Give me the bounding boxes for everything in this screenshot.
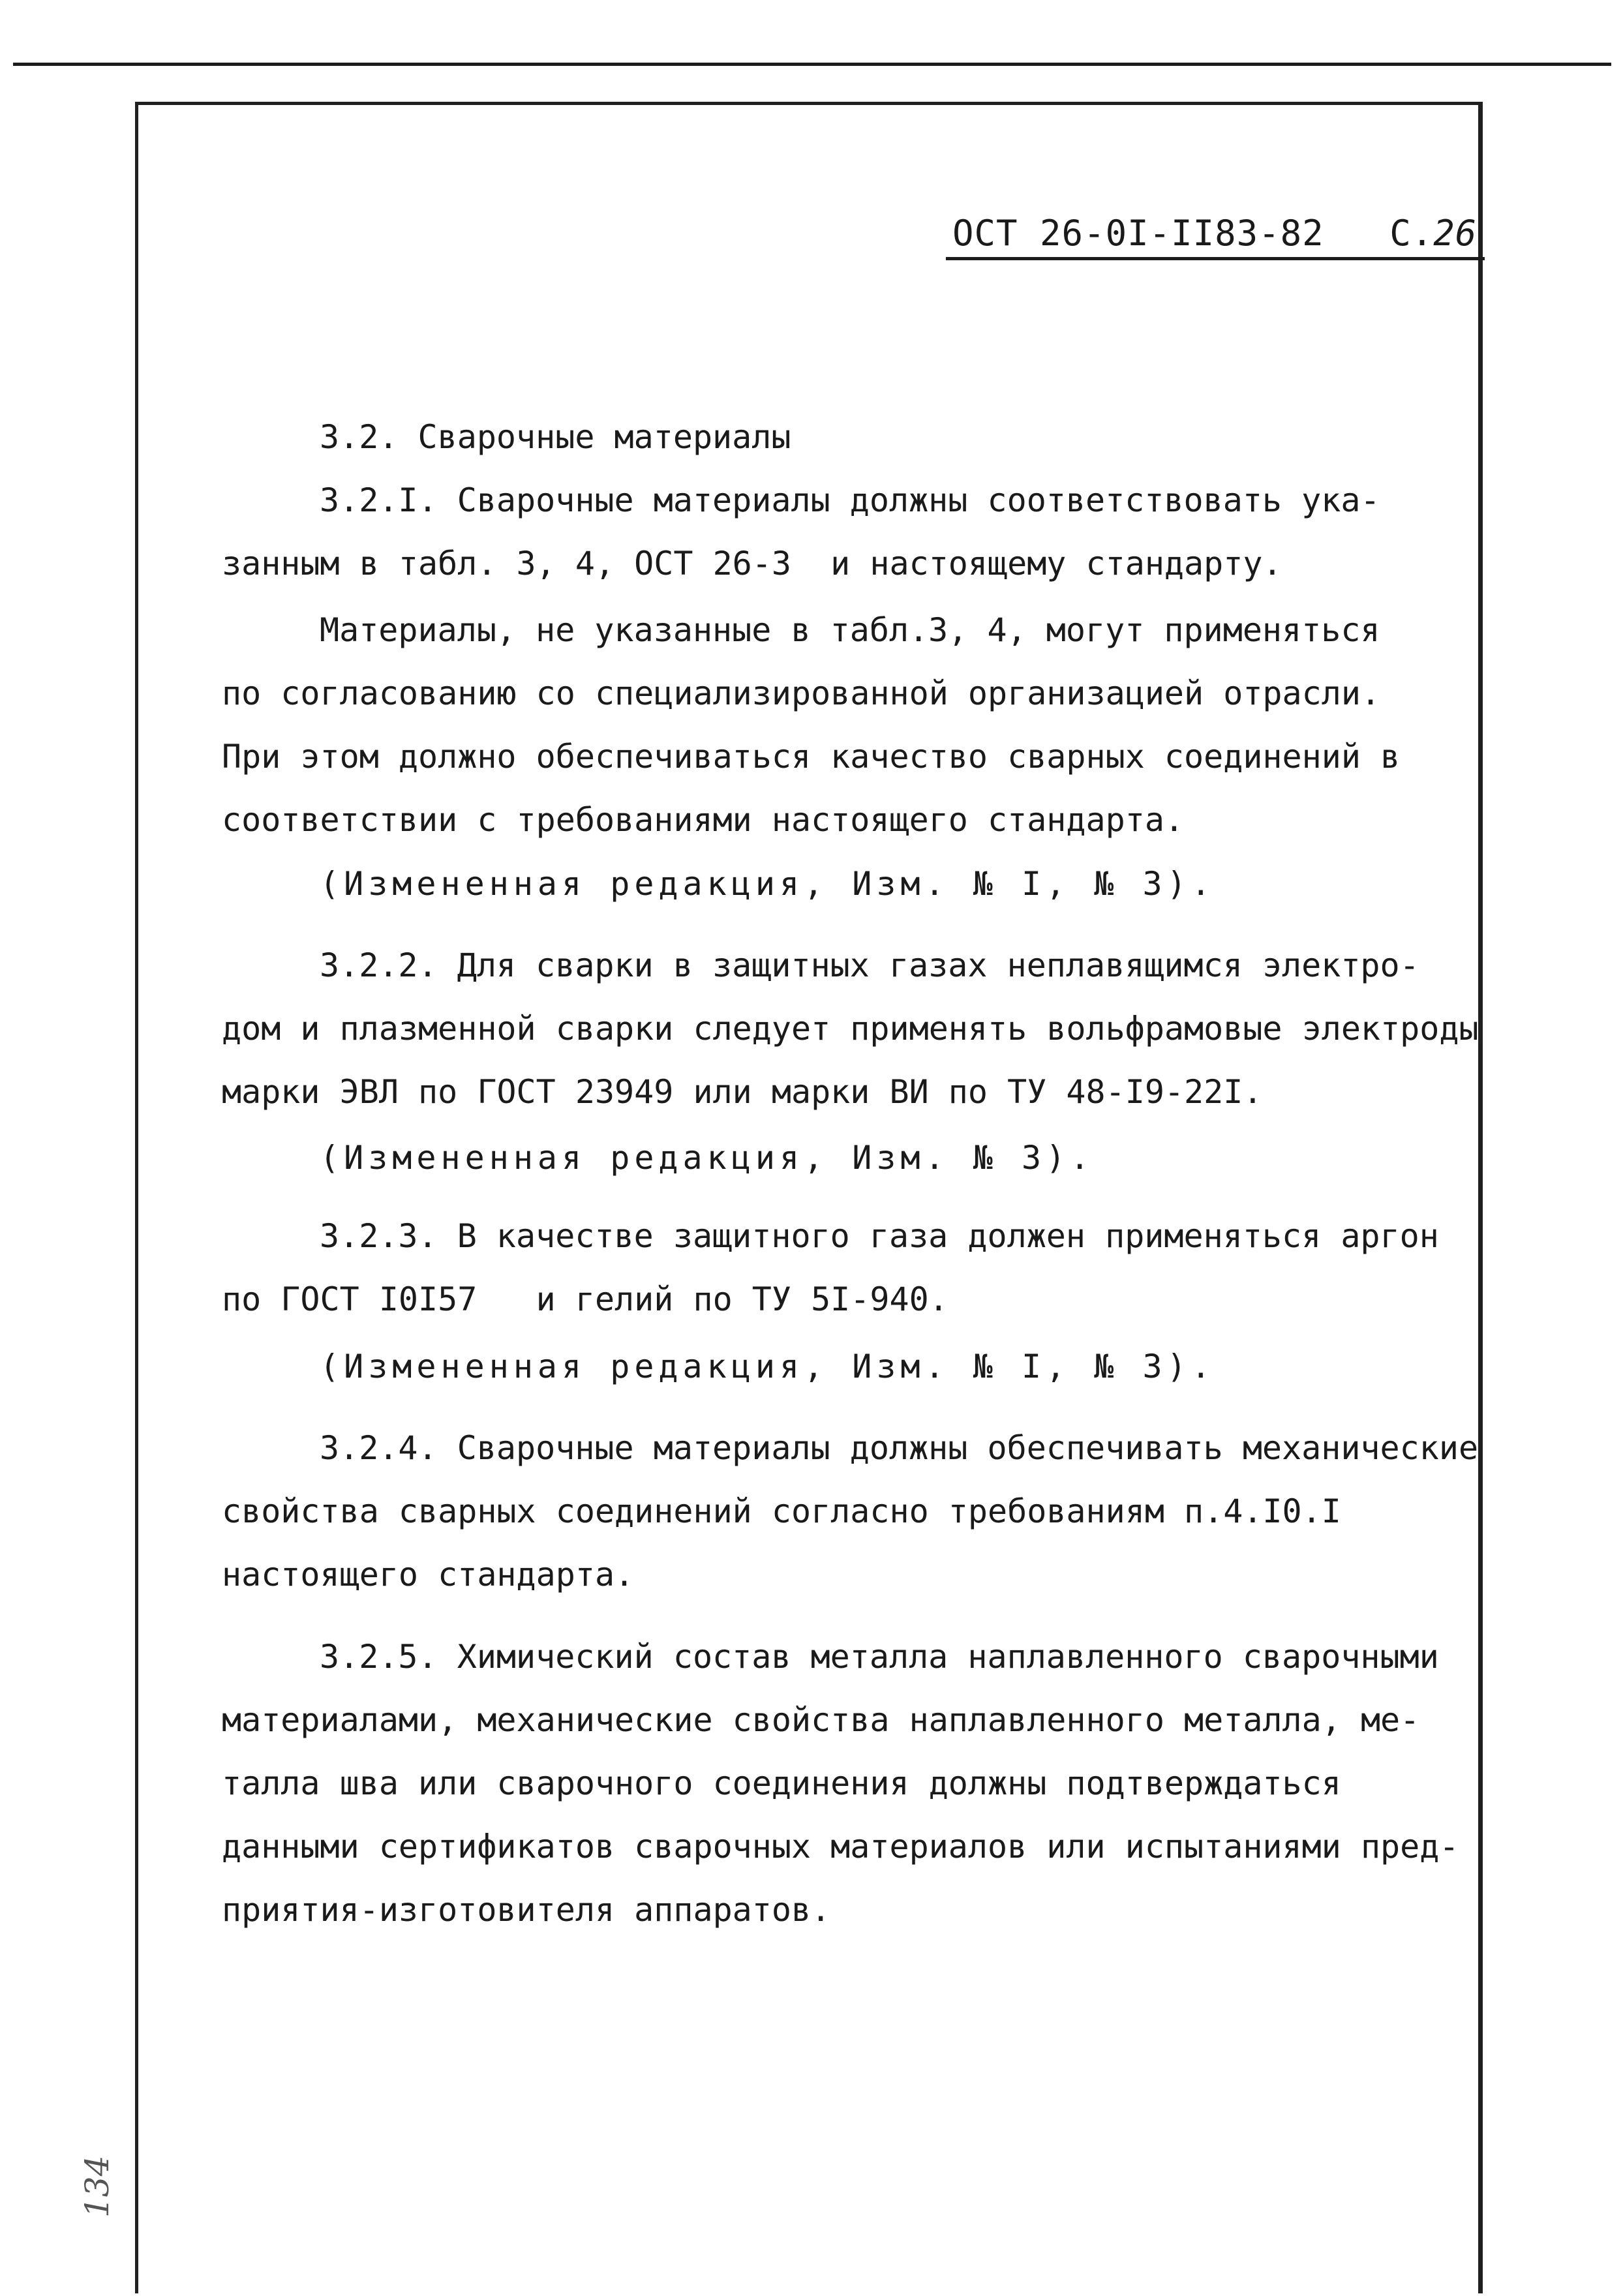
paragraph-line: приятия-изготовителя аппаратов. [222, 1891, 831, 1929]
paragraph-line: марки ЭВЛ по ГОСТ 23949 или марки ВИ по ТУ 48-I9-22I. [222, 1073, 1263, 1111]
document-code: ОСТ 26-0I-II83-82 [952, 213, 1324, 254]
revision-note: (Измененная редакция, Изм. № I, № 3). [320, 865, 1215, 903]
paragraph-line: свойства сварных соединений согласно требованиям п.4.I0.I [222, 1492, 1341, 1530]
paragraph-line: занным в табл. 3, 4, ОСТ 26-3 и настоящему стандарту. [222, 545, 1282, 582]
paragraph-line: данными сертификатов сварочных материалов или испытаниями пред- [222, 1828, 1459, 1865]
paragraph-line: материалами, механические свойства наплавленного металла, ме- [222, 1701, 1420, 1739]
paragraph-line: дом и плазменной сварки следует применять вольфрамовые электроды [222, 1010, 1479, 1048]
paragraph-line: 3.2.I. Сварочные материалы должны соответствовать ука- [320, 481, 1380, 519]
paragraph-line: соответствии с требованиями настоящего стандарта. [222, 801, 1185, 839]
paragraph-line: настоящего стандарта. [222, 1556, 635, 1594]
revision-note: (Измененная редакция, Изм. № 3). [320, 1139, 1095, 1177]
paragraph-line: Материалы, не указанные в табл.3, 4, могут применяться [320, 611, 1380, 649]
paragraph-line: 3.2.4. Сварочные материалы должны обеспечивать механические [320, 1429, 1479, 1467]
page-header [952, 207, 1487, 260]
paragraph-line: по согласованию со специализированной организацией отрасли. [222, 674, 1381, 712]
section-title: 3.2. Сварочные материалы [320, 418, 791, 456]
paragraph-line: При этом должно обеспечиваться качество сварных соединений в [222, 738, 1401, 776]
page-prefix: С. [1389, 213, 1434, 254]
top-border-line [13, 63, 1611, 66]
header-underline [946, 257, 1485, 260]
revision-note: (Измененная редакция, Изм. № I, № 3). [320, 1348, 1215, 1385]
paragraph-line: талла шва или сварочного соединения должны подтверждаться [222, 1764, 1341, 1802]
paragraph-line: 3.2.3. В качестве защитного газа должен применяться аргон [320, 1217, 1439, 1255]
page-number: 26 [1433, 213, 1478, 254]
paragraph-line: 3.2.5. Химический состав металла наплавленного сварочными [320, 1638, 1439, 1676]
paragraph-line: 3.2.2. Для сварки в защитных газах неплавящимся электро- [320, 946, 1419, 984]
paragraph-line: по ГОСТ I0I57 и гелий по ТУ 5I-940. [222, 1280, 948, 1318]
margin-handwritten-note: 134 [78, 2155, 116, 2218]
